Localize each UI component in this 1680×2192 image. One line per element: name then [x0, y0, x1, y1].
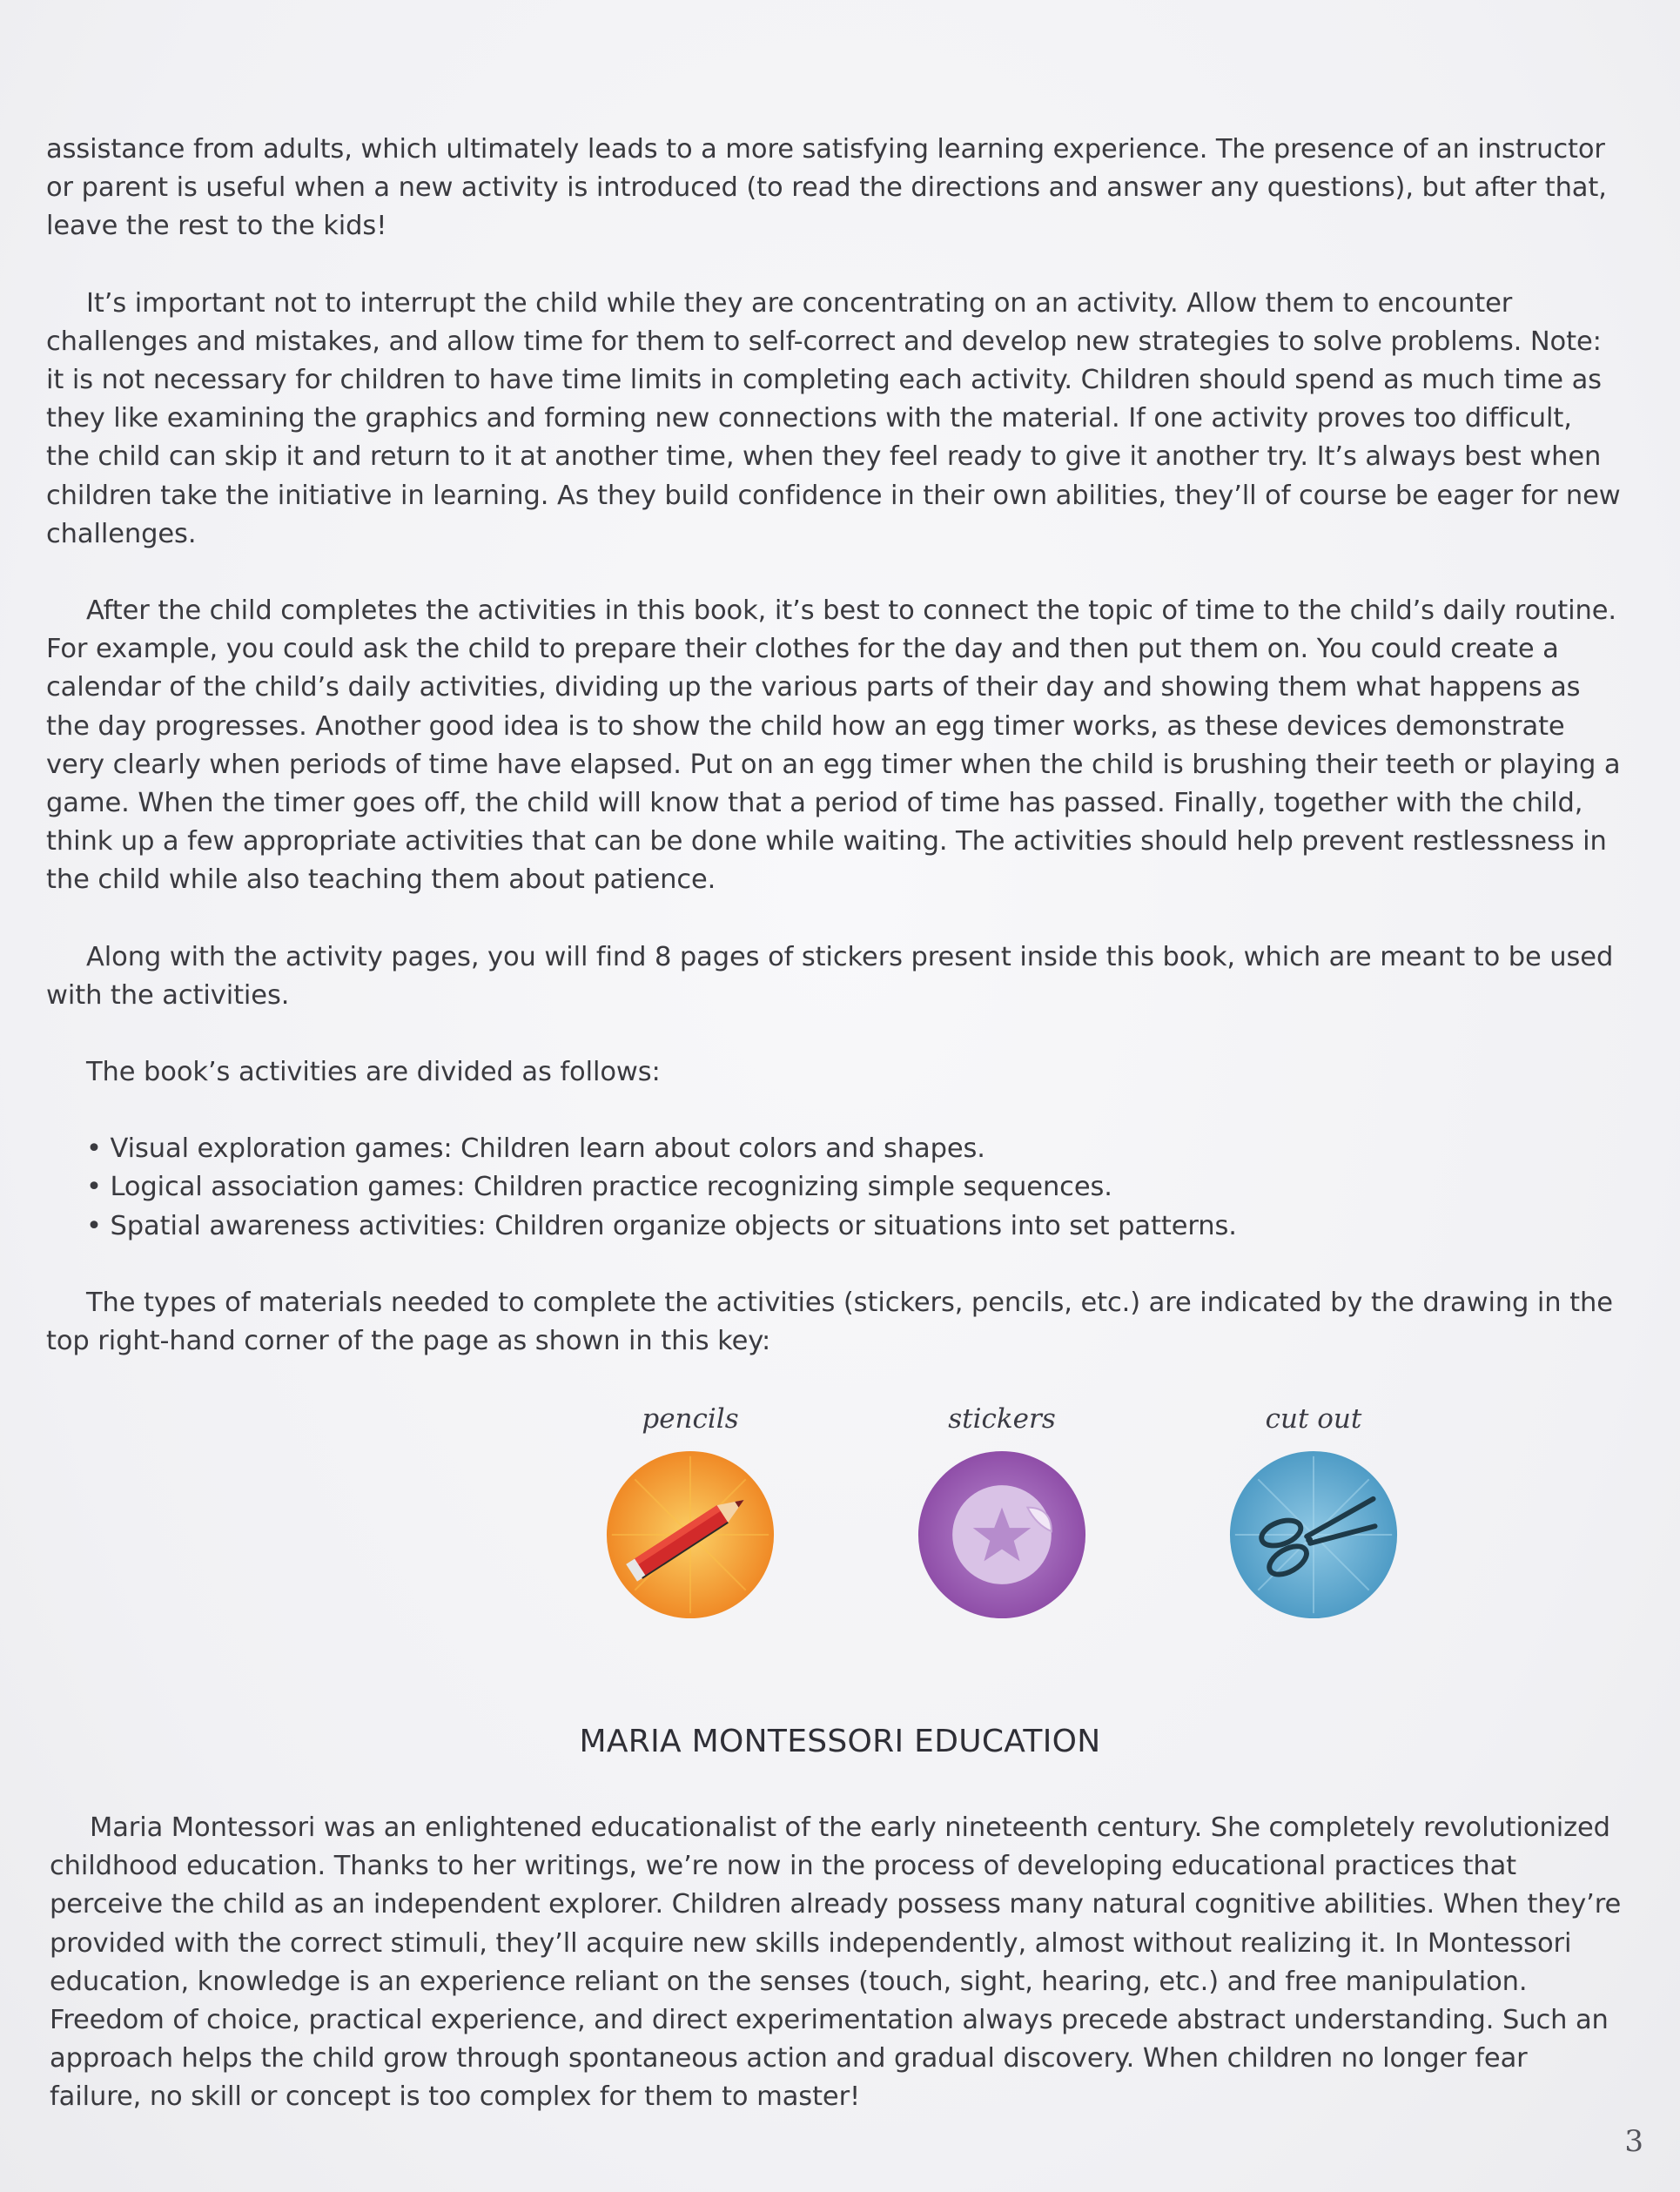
body-text-top: [46, 131, 1622, 1361]
scissors-icon: [1228, 1449, 1399, 1620]
activity-type-list: [46, 1130, 1622, 1246]
section-heading: MARIA MONTESSORI EDUCATION: [579, 1724, 1101, 1759]
key-item-stickers: [906, 1397, 1098, 1620]
paragraph-activities-divided: The book’s activities are divided as follows:: [86, 1057, 661, 1088]
pencils-label: pencils: [642, 1403, 739, 1435]
pencil-icon: [605, 1449, 776, 1620]
list-item: • Visual exploration games: Children learn about colors and shapes.: [46, 1130, 1622, 1168]
paragraph-key-intro: The types of materials needed to complete the activities (stickers, pencils, etc.) are indicated by the drawing in the top right-hand corner of the page as shown in this key:: [46, 1287, 1613, 1357]
page-number: 3: [1624, 2124, 1643, 2159]
sticker-icon: [917, 1449, 1087, 1620]
key-item-pencils: [595, 1397, 786, 1620]
materials-key: [0, 1397, 1680, 1632]
body-text-montessori: [50, 1809, 1622, 2117]
key-item-cut-out: [1218, 1397, 1409, 1620]
stickers-label: stickers: [948, 1403, 1056, 1435]
list-item: • Logical association games: Children practice recognizing simple sequences.: [46, 1168, 1622, 1207]
paragraph-stickers: Along with the activity pages, you will find 8 pages of stickers present inside this book, which are meant to be used with the activities.: [46, 941, 1614, 1011]
paragraph-daily-routine: After the child completes the activities in this book, it’s best to connect the topic of time to the child’s daily routine. For example, you could ask the child to prepare their clothes for the day and then put them on. You could create a calendar of the child’s daily activities, dividing up the various parts of their day and showing them what happens as the day progresses. Another good idea is to show the child how an egg timer works, as these devices demonstrate very clearly when periods of time have elapsed. Put on an egg timer when the child is brushing their teeth or playing a game. When the timer goes off, the child will know that a period of time has passed. Finally, together with the child, think up a few appropriate activities that can be done while waiting. The activities should help prevent restlessness in the child while also teaching them about patience.: [46, 595, 1621, 896]
cut-out-label: cut out: [1265, 1403, 1362, 1435]
paragraph-concentration: It’s important not to interrupt the child while they are concentrating on an activity. Allow them to encounter challenges and mistakes, and allow time for them to self-correct and develop new strategies to solve problems. Note: it is not necessary for children to have time limits in completing each activity. Children should spend as much time as they like examining the graphics and forming new connections with the material. If one activity proves too difficult, the child can skip it and return to it at another time, when they feel ready to give it another try. It’s always best when children take the initiative in learning. As they build confidence in their own abilities, they’ll of course be eager for new challenges.: [46, 287, 1621, 549]
paragraph-montessori: Maria Montessori was an enlightened educationalist of the early nineteenth century. She completely revolutionized childhood education. Thanks to her writings, we’re now in the process of developing educational practices that perceive the child as an independent explorer. Children already possess many natural cognitive abilities. When they’re provided with the correct stimuli, they’ll acquire new skills independently, almost without realizing it. In Montessori education, knowledge is an experience reliant on the senses (touch, sight, hearing, etc.) and free manipulation. Freedom of choice, practical experience, and direct experimentation always precede abstract understanding. Such an approach helps the child grow through spontaneous action and gradual discovery. When children no longer fear failure, no skill or concept is too complex for them to master!: [50, 1812, 1622, 2113]
paragraph-continuation: assistance from adults, which ultimately leads to a more satisfying learning experience. The presence of an instructor or parent is useful when a new activity is introduced (to read the directions and answer any questions), but after that, leave the rest to the kids!: [46, 134, 1607, 242]
list-item: • Spatial awareness activities: Children organize objects or situations into set patterns.: [46, 1207, 1622, 1246]
